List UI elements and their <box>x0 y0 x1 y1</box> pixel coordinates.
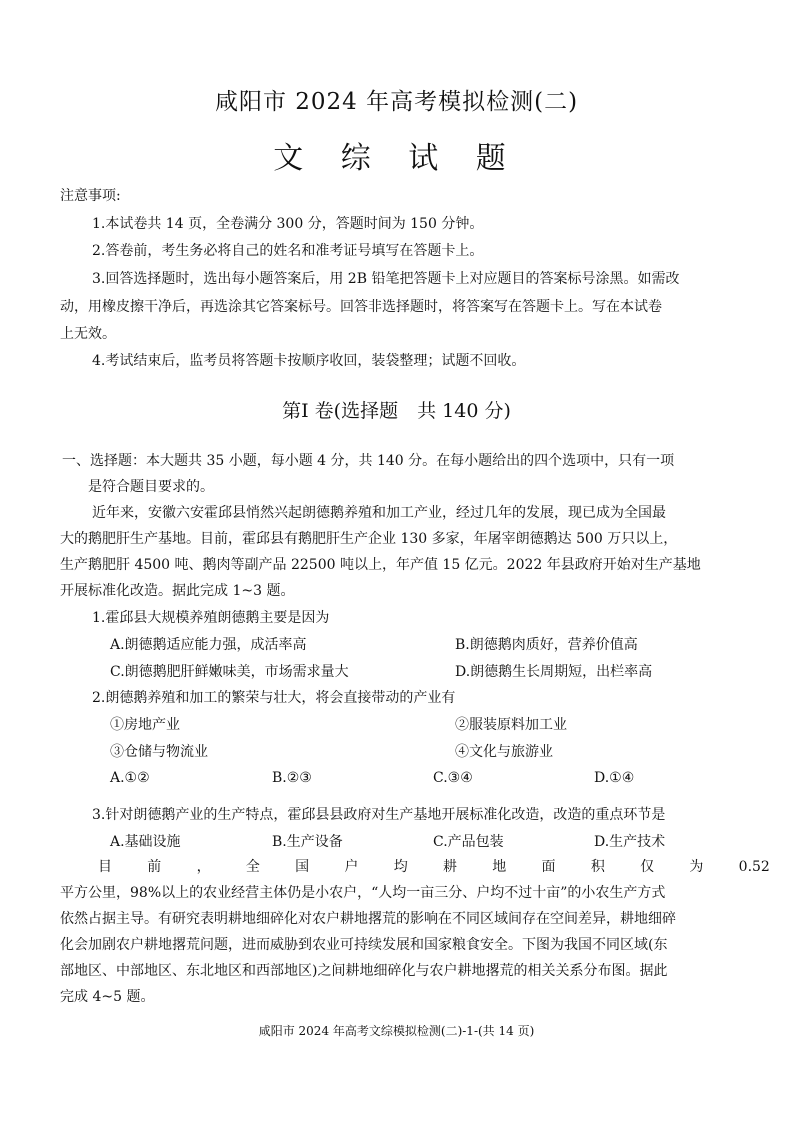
q3-option-b: B.生产设备 <box>272 834 343 850</box>
exam-title: 咸阳市 2024 年高考模拟检测(二) <box>214 89 579 115</box>
passage2-line-6: 完成 4~5 题。 <box>60 989 155 1005</box>
passage2-word: ， <box>196 859 211 875</box>
q3-stem: 3.针对朗德鹅产业的生产特点，霍邱县县政府对生产基地开展标准化改造，改造的重点环节是 <box>92 807 666 823</box>
passage2-line-5: 部地区、中部地区、东北地区和西部地区)之间耕地细碎化与农户耕地撂荒的相关关系分布图。据此 <box>60 963 668 979</box>
passage2-word: 耕 <box>442 859 457 875</box>
q1-option-a: A.朗德鹅适应能力强，成活率高 <box>110 637 307 653</box>
notice-item-4: 4.考试结束后，监考员将答题卡按顺序收回，装袋整理；试题不回收。 <box>92 353 526 369</box>
passage1-line-4: 开展标准化改造。据此完成 1~3 题。 <box>60 583 295 599</box>
passage1-line-3: 生产鹅肥肝 4500 吨、鹅肉等副产品 22500 吨以上，年产值 15 亿元。2022 年县政府开始对生产基地 <box>60 557 701 573</box>
q1-option-d: D.朗德鹅生长周期短，出栏率高 <box>455 664 653 680</box>
q2-item-1: ①房地产业 <box>110 717 180 733</box>
q2-item-2: ②服装原料加工业 <box>455 717 567 733</box>
passage1-line-2: 大的鹅肥肝生产基地。目前，霍邱县有鹅肥肝生产企业 130 多家，年屠宰朗德鹅达 500 万只以上， <box>60 531 678 547</box>
q2-option-d: D.①④ <box>594 770 635 786</box>
q3-option-c: C.产品包装 <box>433 834 504 850</box>
section-title: 第Ⅰ 卷(选择题 共 140 分) <box>282 400 511 422</box>
passage2-word: 面 <box>541 859 556 875</box>
part1-instruction-line-1: 一、选择题：本大题共 35 小题，每小题 4 分，共 140 分。在每小题给出的四个选项中，只有一项 <box>62 453 675 469</box>
q3-option-a: A.基础设施 <box>110 834 181 850</box>
passage2-word: 地 <box>492 859 507 875</box>
q1-option-b: B.朗德鹅肉质好，营养价值高 <box>455 637 638 653</box>
passage2-word: 国 <box>295 859 310 875</box>
notice-item-3-line-1: 3.回答选择题时，选出每小题答案后，用 2B 铅笔把答题卡上对应题目的答案标号涂黑。如需改 <box>92 271 680 287</box>
q2-option-a: A.①② <box>110 770 150 786</box>
q3-option-d: D.生产技术 <box>594 834 666 850</box>
passage2-word: 前 <box>147 859 162 875</box>
notice-item-2: 2.答卷前，考生务必将自己的姓名和准考证号填写在答题卡上。 <box>92 243 484 259</box>
passage2-word: 仅 <box>640 859 655 875</box>
notice-item-1: 1.本试卷共 14 页，全卷满分 300 分，答题时间为 150 分钟。 <box>92 216 484 232</box>
q2-item-3: ③仓储与物流业 <box>110 744 208 760</box>
passage2-word: 为 <box>689 859 704 875</box>
part1-instruction-line-2: 是符合题目要求的。 <box>88 479 214 495</box>
passage1-line-1: 近年来，安徽六安霍邱县悄然兴起朗德鹅养殖和加工产业，经过几年的发展，现已成为全国最 <box>92 505 666 521</box>
q2-option-b: B.②③ <box>272 770 312 786</box>
passage2-line-3: 依然占据主导。有研究表明耕地细碎化对农户耕地撂荒的影响在不同区域间存在空间差异，耕地细碎 <box>60 911 676 927</box>
passage2-word: 积 <box>590 859 605 875</box>
passage2-word: 0.52 <box>738 859 770 875</box>
q2-item-4: ④文化与旅游业 <box>455 744 553 760</box>
passage2-line-2: 平方公里，98%以上的农业经营主体仍是小农户，“人均一亩三分、户均不过十亩”的小农生产方式 <box>60 885 666 901</box>
passage2-line-1 <box>98 858 770 876</box>
q2-stem: 2.朗德鹅养殖和加工的繁荣与壮大，将会直接带动的产业有 <box>92 690 456 706</box>
exam-subtitle: 文 综 试 题 <box>273 141 520 176</box>
notice-item-3-line-2: 动，用橡皮擦干净后，再选涂其它答案标号。回答非选择题时，将答案写在答题卡上。写在本试卷 <box>60 299 662 315</box>
passage2-word: 目 <box>98 859 112 875</box>
passage2-line-4: 化会加剧农户耕地撂荒问题，进而威胁到农业可持续发展和国家粮食安全。下图为我国不同区域(东 <box>60 937 668 953</box>
notice-item-3-line-3: 上无效。 <box>60 326 116 342</box>
q1-stem: 1.霍邱县大规模养殖朗德鹅主要是因为 <box>92 610 330 626</box>
passage2-word: 户 <box>344 859 359 875</box>
q2-option-c: C.③④ <box>433 770 473 786</box>
page-footer: 咸阳市 2024 年高考文综模拟检测(二)-1-(共 14 页) <box>258 1024 535 1038</box>
notice-heading: 注意事项: <box>60 188 121 204</box>
q1-option-c: C.朗德鹅肥肝鲜嫩味美，市场需求量大 <box>110 664 349 680</box>
passage2-word: 全 <box>245 859 260 875</box>
passage2-word: 均 <box>393 859 408 875</box>
